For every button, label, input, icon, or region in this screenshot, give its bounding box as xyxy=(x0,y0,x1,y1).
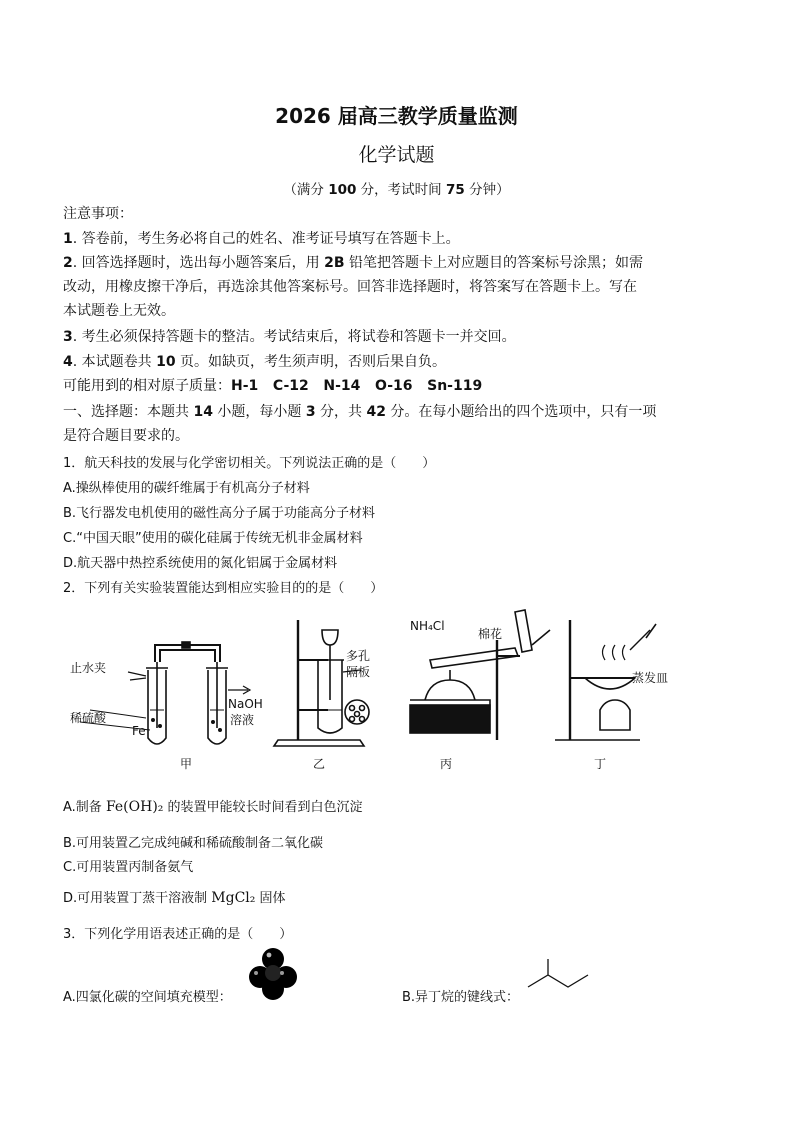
isobutane-skeletal-formula xyxy=(522,955,594,999)
note-1: 1. 答卷前，考生务必将自己的姓名、准考证号填写在答题卡上。 xyxy=(63,231,460,247)
label-evaporating-dish: 蒸发皿 xyxy=(632,671,669,685)
label-porous-1: 多孔 xyxy=(346,649,371,663)
label-naoh-solution: 溶液 xyxy=(230,713,255,727)
apparatus-jia xyxy=(80,642,250,744)
section-1-intro: 一、选择题：本题共 14 小题，每小题 3 分，共 42 分。在每小题给出的四个选项中，只有一项 xyxy=(63,404,657,420)
label-porous-2: 隔板 xyxy=(346,665,371,679)
q1-option-c: C.“中国天眼”使用的碳化硅属于传统无机非金属材料 xyxy=(63,531,363,546)
q2-option-a: A.制备 Fe(OH)₂ 的装置甲能较长时间看到白色沉淀 xyxy=(63,799,363,815)
label-nh4cl: NH₄Cl xyxy=(410,619,445,633)
label-clamp: 止水夹 xyxy=(70,661,107,675)
q2-option-b: B.可用装置乙完成纯碱和稀硫酸制备二氧化碳 xyxy=(63,836,324,851)
label-yi: 乙 xyxy=(313,757,326,771)
note-3: 3. 考生必须保持答题卡的整洁。考试结束后，将试卷和答题卡一并交回。 xyxy=(63,329,516,345)
q2-stem: 2．下列有关实验装置能达到相应实验目的的是（ ） xyxy=(63,581,384,596)
note-2: 2. 回答选择题时，选出每小题答案后，用 2B 铅笔把答题卡上对应题目的答案标号涂黑；如需 xyxy=(63,255,643,271)
notes-heading: 注意事项： xyxy=(63,206,133,222)
exam-subtitle: 化学试题 xyxy=(358,144,435,166)
q2-apparatus-figure xyxy=(60,600,700,780)
note-2-line2: 改动，用橡皮擦干净后，再选涂其他答案标号。回答非选择题时，将答案写在答题卡上。写在 xyxy=(63,279,637,295)
q2-option-d: D.可用装置丁蒸干溶液制 MgCl₂ 固体 xyxy=(63,890,286,906)
exam-info: （满分 100 分，考试时间 75 分钟） xyxy=(283,182,510,198)
section-1-intro-line2: 是符合题目要求的。 xyxy=(63,428,189,444)
ccl4-space-filling-model xyxy=(245,945,301,1001)
label-cotton: 棉花 xyxy=(478,627,503,641)
q3-option-a: A.四氯化碳的空间填充模型： xyxy=(63,990,232,1005)
exam-title: 2026 届高三教学质量监测 xyxy=(275,104,518,128)
note-2-line3: 本试题卷上无效。 xyxy=(63,303,175,319)
q1-option-b: B.飞行器发电机使用的磁性高分子属于功能高分子材料 xyxy=(63,506,376,521)
label-jia: 甲 xyxy=(180,757,193,771)
q1-stem: 1．航天科技的发展与化学密切相关。下列说法正确的是（ ） xyxy=(63,456,436,471)
label-ding: 丁 xyxy=(594,757,607,771)
apparatus-yi xyxy=(274,620,369,746)
q2-option-c: C.可用装置丙制备氨气 xyxy=(63,860,194,875)
label-fe: Fe xyxy=(132,724,146,738)
label-bing: 丙 xyxy=(440,757,453,771)
note-4: 4. 本试题卷共 10 页。如缺页，考生须声明，否则后果自负。 xyxy=(63,354,447,370)
q1-option-a: A.操纵棒使用的碳纤维属于有机高分子材料 xyxy=(63,481,310,496)
atomic-masses: 可能用到的相对原子质量：H-1 C-12 N-14 O-16 Sn-119 xyxy=(63,378,483,394)
label-naoh: NaOH xyxy=(228,697,263,711)
q3-option-b: B.异丁烷的键线式： xyxy=(402,990,520,1005)
label-acid: 稀硫酸 xyxy=(70,711,107,725)
q3-stem: 3．下列化学用语表述正确的是（ ） xyxy=(63,927,293,942)
q1-option-d: D.航天器中热控系统使用的氮化铝属于金属材料 xyxy=(63,556,338,571)
